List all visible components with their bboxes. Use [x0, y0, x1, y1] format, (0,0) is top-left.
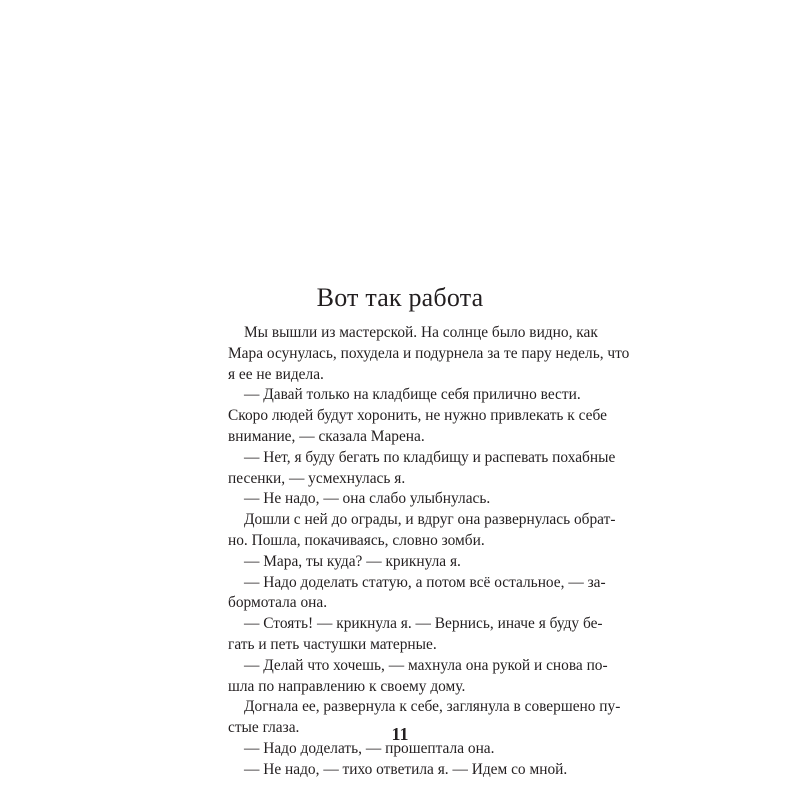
text-line: шла по направлению к своему дому.	[228, 677, 466, 695]
text-line: песенки, — усмехнулась я.	[228, 469, 406, 487]
text-line: — Мара, ты куда? — крикнула я.	[244, 552, 461, 570]
text-line: но. Пошла, покачиваясь, словно зомби.	[228, 531, 485, 549]
text-line: — Не надо, — она слабо улыбнулась.	[244, 490, 491, 508]
text-line: Мы вышли из мастерской. На солнце было видно, как	[244, 324, 598, 341]
chapter-title: Вот так работа	[316, 283, 484, 312]
body-text	[228, 323, 630, 781]
text-line: Мара осунулась, похудела и подурнела за те пару недель, что	[228, 344, 630, 362]
text-line: я ее не видела.	[228, 365, 324, 383]
text-line: — Делай что хочешь, — махнула она рукой и снова по-	[244, 656, 608, 674]
text-line: — Надо доделать, — прошептала она.	[244, 739, 495, 757]
text-line: Скоро людей будут хоронить, не нужно привлекать к себе	[228, 407, 607, 425]
text-line: стые глаза.	[228, 719, 300, 737]
text-line: — Давай только на кладбище себя прилично вести.	[244, 386, 581, 404]
text-line: внимание, — сказала Марена.	[228, 427, 425, 445]
text-line: гать и петь частушки матерные.	[228, 635, 437, 653]
text-line: Догнала ее, развернула к себе, заглянула в совершено пу-	[244, 698, 621, 716]
text-line: — Не надо, — тихо ответила я. — Идем со мной.	[244, 760, 568, 778]
text-line: — Стоять! — крикнула я. — Вернись, иначе я буду бе-	[244, 615, 603, 633]
text-line: Дошли с ней до ограды, и вдруг она развернулась обрат-	[244, 511, 616, 529]
text-line: — Нет, я буду бегать по кладбищу и распевать похабные	[244, 448, 616, 466]
page-number: 11	[391, 724, 409, 744]
text-line: — Надо доделать статую, а потом всё остальное, — за-	[244, 573, 606, 591]
text-line: бормотала она.	[228, 594, 328, 612]
